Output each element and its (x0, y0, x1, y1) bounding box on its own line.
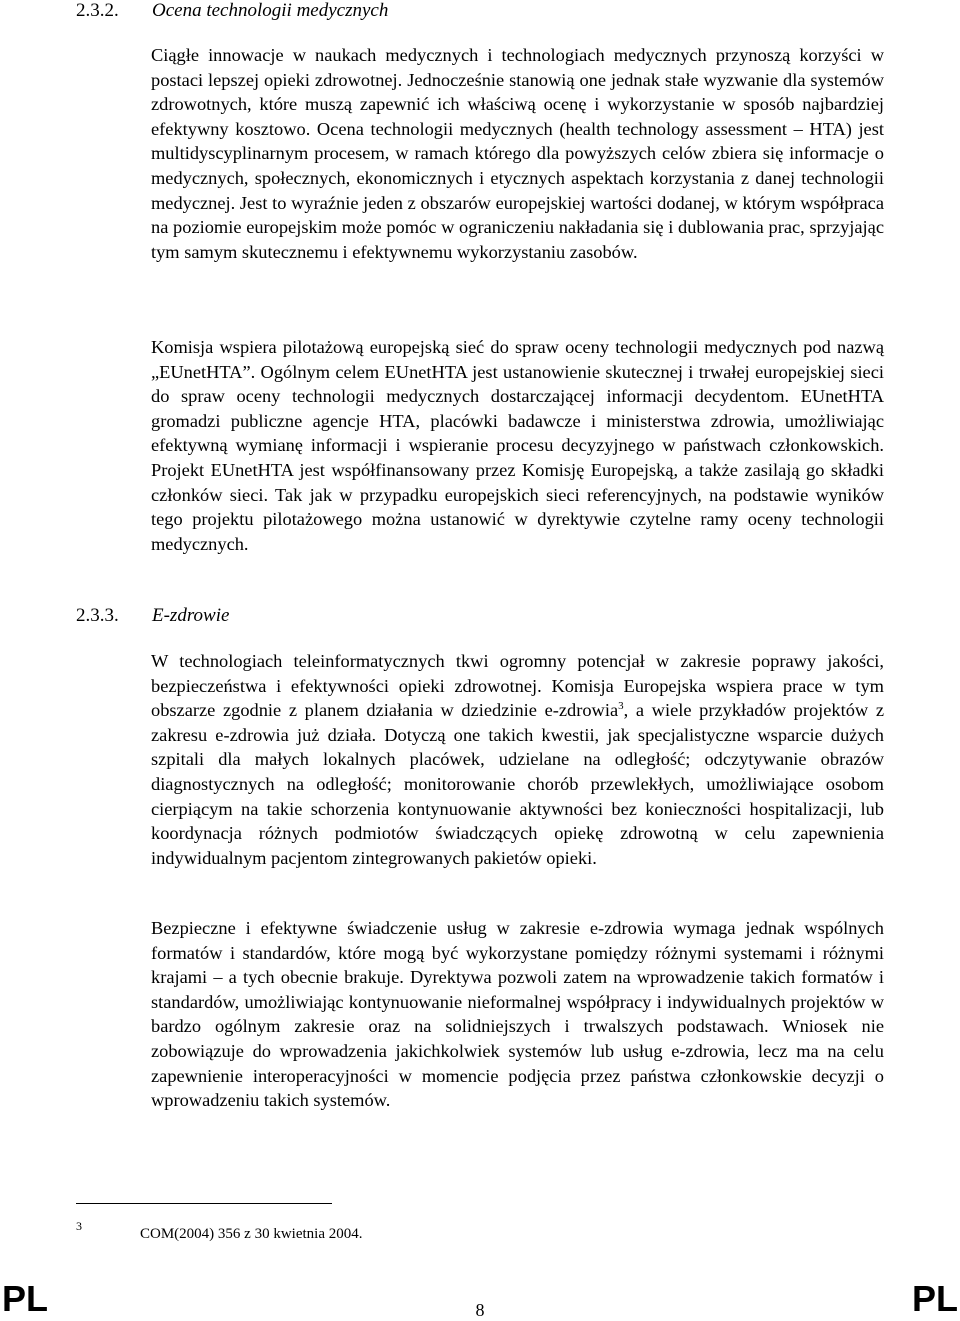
section-number: 2.3.2. (76, 0, 119, 21)
section-heading-e-zdrowie (76, 605, 229, 627)
language-code-right: PL (911, 1278, 958, 1319)
section-title: E-zdrowie (152, 605, 230, 626)
footnote-reference[interactable]: 3 (618, 700, 624, 713)
footnote-text: COM(2004) 356 z 30 kwietnia 2004. (140, 1226, 363, 1242)
page-number: 8 (475, 1300, 485, 1320)
paragraph-e-health-potential (151, 649, 884, 870)
paragraph-text: , a wiele przykładów projektów z zakresu e-zdrowia już działa. Dotyczą one takich kwestii, jak specjalistyczne wsparcie dużych szpitali dla małych lokalnych placówek, udzielane na odległość; odczytywanie obrazów diagnostycznych na odległość; monitorowanie chorób przewlekłych, umożliwiające osobom cierpiącym na takie schorzenia kontynuowanie aktywności bez konieczności hospitalizacji, lub koordynacja różnych podmiotów świadczących opiekę zdrowotną w celu zapewnienia indywidualnym pacjentom zintegrowanych pakietów opieki. (151, 700, 885, 868)
language-code-left: PL (2, 1278, 49, 1319)
footnote-number: 3 (76, 1219, 82, 1233)
section-title: Ocena technologii medycznych (152, 0, 389, 21)
section-heading-ocena-technologii (76, 0, 388, 22)
paragraph-eunethta: Komisja wspiera pilotażową europejską sieć do spraw oceny technologii medycznych pod nazwą „EUnetHTA”. Ogólnym celem EUnetHTA jest ustanowienie skutecznej i trwałej europejskiej sieci do spraw oceny technologii medycznych dostarczającej informacji decydentom. EUnetHTA gromadzi publiczne agencje HTA, placówki badawcze i ministerstwa zdrowia, umożliwiając efektywną wymianę informacji i wspieranie procesu decyzyjnego w państwach członkowskich. Projekt EUnetHTA jest współfinansowany przez Komisję Europejską, a także zasilają go składki członków sieci. Tak jak w przypadku europejskich sieci referencyjnych, na podstawie wyników tego projektu pilotażowego można ustanowić w dyrektywie czytelne ramy oceny technologii medycznych. (151, 337, 884, 554)
paragraph-e-health-standards: Bezpieczne i efektywne świadczenie usług w zakresie e-zdrowia wymaga jednak wspólnych formatów i standardów, które mogą być wykorzystane pomiędzy różnymi systemami i różnymi krajami – a tych obecnie brakuje. Dyrektywa pozwoli zatem na wprowadzenie takich formatów i standardów, umożliwiając kontynuowanie nieformalnej współpracy i indywidualnych projektów w bardzo ogólnym zakresie oraz na solidniejszych i trwalszych podstawach. Wniosek nie zobowiązuje do wprowadzenia jakichkolwiek systemów lub usług e-zdrowia, lecz ma na celu zapewnienie interoperacyjności w momencie podjęcia przez państwa członkowskie decyzji o wprowadzeniu takich systemów. (151, 918, 884, 1111)
paragraph-text: W technologiach teleinformatycznych tkwi ogromny potencjał w zakresie poprawy jakości, bezpieczeństwa i efektywności opieki zdrowotnej. Komisja Europejska wspiera prace w tym obszarze zgodnie z planem działania w dziedzinie e-zdrowia (151, 651, 884, 721)
paragraph-hta-intro: Ciągłe innowacje w naukach medycznych i technologiach medycznych przynoszą korzyści w postaci lepszej opieki zdrowotnej. Jednocześnie stanowią one jednak stałe wyzwanie dla systemów zdrowotnych, które muszą zapewnić ich właściwą ocenę i wykorzystanie w sposób najbardziej efektywny kosztowo. Ocena technologii medycznych (health technology assessment – HTA) jest multidyscyplinarnym procesem, w ramach którego dla powyższych celów zbiera się informacje o medycznych, społecznych, ekonomicznych i etycznych aspektach korzystania z danej technologii medycznej. Jest to wyraźnie jeden z obszarów europejskiej wartości dodanej, w którym współpraca na poziomie europejskim może pomóc w ograniczeniu nakładania się i dublowania prac, sprzyjając tym samym skutecznemu i efektywnemu wykorzystaniu zasobów. (151, 45, 884, 262)
footnote-separator (76, 1203, 332, 1204)
section-number: 2.3.3. (76, 605, 119, 626)
